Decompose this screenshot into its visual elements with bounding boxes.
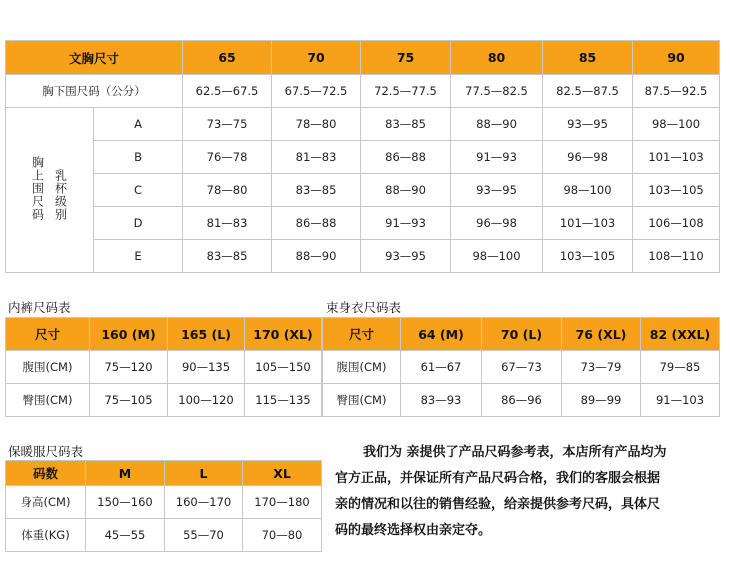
- thermal-size: M: [86, 461, 165, 486]
- underbust-cell: 82.5—87.5: [543, 75, 633, 108]
- size-cell: 150—160: [86, 486, 165, 519]
- thermal-header-label: 码数: [6, 461, 86, 486]
- size-cell: 67—73: [482, 351, 562, 384]
- size-cell: 89—99: [562, 384, 641, 417]
- shaper-row: [323, 384, 720, 417]
- bra-band-size: 80: [451, 41, 543, 75]
- shaper-size-table: [322, 317, 720, 417]
- size-cell: 160—170: [165, 486, 243, 519]
- bust-cell: 93—95: [361, 240, 451, 273]
- size-cell: 100—120: [168, 384, 245, 417]
- cup-row: [6, 240, 720, 273]
- bust-cell: 86—88: [361, 141, 451, 174]
- bust-cell: 98—100: [543, 174, 633, 207]
- size-cell: 79—85: [641, 351, 720, 384]
- note-line: 亲的情况和以往的销售经验，给亲提供参考尺码，具体尺: [335, 497, 661, 512]
- panties-header-label: 尺寸: [6, 318, 90, 351]
- bra-header-row: [6, 41, 720, 75]
- note-line: 码的最终选择权由亲定夺。: [335, 523, 492, 538]
- size-cell: 105—150: [245, 351, 322, 384]
- size-note: [335, 440, 720, 544]
- panties-size: 170 (XL): [245, 318, 322, 351]
- thermal-row: [6, 519, 322, 552]
- size-cell: 55—70: [165, 519, 243, 552]
- size-cell: 75—105: [90, 384, 168, 417]
- row-label: 臀围(CM): [323, 384, 401, 417]
- panties-caption: 内裤尺码表: [8, 300, 71, 315]
- row-label: 腹围(CM): [6, 351, 90, 384]
- size-cell: 70—80: [243, 519, 322, 552]
- panties-row: [6, 351, 322, 384]
- upper-bust-cup-label: [6, 108, 94, 273]
- thermal-size-table: [5, 460, 322, 552]
- shaper-size: 76 (XL): [562, 318, 641, 351]
- bust-cell: 108—110: [633, 240, 720, 273]
- bust-cell: 103—105: [543, 240, 633, 273]
- bust-cell: 106—108: [633, 207, 720, 240]
- row-label: 身高(CM): [6, 486, 86, 519]
- panties-size-table: [5, 317, 322, 417]
- row-label: 臀围(CM): [6, 384, 90, 417]
- bust-cell: 101—103: [633, 141, 720, 174]
- shaper-size: 70 (L): [482, 318, 562, 351]
- underbust-cell: 62.5—67.5: [183, 75, 272, 108]
- thermal-size: XL: [243, 461, 322, 486]
- size-cell: 115—135: [245, 384, 322, 417]
- bra-band-size: 75: [361, 41, 451, 75]
- bust-cell: 93—95: [451, 174, 543, 207]
- cup-row: [6, 141, 720, 174]
- size-cell: 75—120: [90, 351, 168, 384]
- row-label: 体重(KG): [6, 519, 86, 552]
- cup-row: [6, 108, 720, 141]
- panties-header-row: [6, 318, 322, 351]
- shaper-size: 64 (M): [401, 318, 482, 351]
- underbust-cell: 67.5—72.5: [272, 75, 361, 108]
- shaper-header-row: [323, 318, 720, 351]
- bust-cell: 91—93: [361, 207, 451, 240]
- bust-cell: 91—93: [451, 141, 543, 174]
- panties-size: 165 (L): [168, 318, 245, 351]
- bust-cell: 88—90: [451, 108, 543, 141]
- panties-row: [6, 384, 322, 417]
- shaper-row: [323, 351, 720, 384]
- bust-cell: 81—83: [272, 141, 361, 174]
- bust-cell: 83—85: [272, 174, 361, 207]
- bust-cell: 83—85: [361, 108, 451, 141]
- panties-size: 160 (M): [90, 318, 168, 351]
- size-cell: 83—93: [401, 384, 482, 417]
- bust-cell: 83—85: [183, 240, 272, 273]
- shaper-header-label: 尺寸: [323, 318, 401, 351]
- underbust-cell: 87.5—92.5: [633, 75, 720, 108]
- bra-size-table: [5, 40, 720, 273]
- size-cell: 91—103: [641, 384, 720, 417]
- bust-cell: 78—80: [272, 108, 361, 141]
- bust-cell: 96—98: [543, 141, 633, 174]
- thermal-caption: 保暖服尺码表: [8, 444, 84, 459]
- shaper-size: 82 (XXL): [641, 318, 720, 351]
- bust-cell: 101—103: [543, 207, 633, 240]
- bra-band-size: 65: [183, 41, 272, 75]
- size-cell: 170—180: [243, 486, 322, 519]
- underbust-cell: 77.5—82.5: [451, 75, 543, 108]
- underbust-cell: 72.5—77.5: [361, 75, 451, 108]
- bust-cell: 98—100: [633, 108, 720, 141]
- size-cell: 90—135: [168, 351, 245, 384]
- thermal-row: [6, 486, 322, 519]
- cup-level-label: 乳杯级别: [53, 169, 68, 221]
- size-cell: 73—79: [562, 351, 641, 384]
- size-cell: 61—67: [401, 351, 482, 384]
- size-cell: 86—96: [482, 384, 562, 417]
- bra-band-size: 85: [543, 41, 633, 75]
- cup-letter: A: [94, 108, 183, 141]
- bust-cell: 86—88: [272, 207, 361, 240]
- underbust-label: 胸下围尺码（公分）: [6, 75, 183, 108]
- thermal-header-row: [6, 461, 322, 486]
- cup-letter: B: [94, 141, 183, 174]
- bra-band-size: 70: [272, 41, 361, 75]
- cup-letter: E: [94, 240, 183, 273]
- bust-cell: 93—95: [543, 108, 633, 141]
- bust-cell: 78—80: [183, 174, 272, 207]
- thermal-size: L: [165, 461, 243, 486]
- size-cell: 45—55: [86, 519, 165, 552]
- cup-row: [6, 174, 720, 207]
- bra-band-size: 90: [633, 41, 720, 75]
- cup-row: [6, 207, 720, 240]
- underbust-row: [6, 75, 720, 108]
- bra-header-label: 文胸尺寸: [6, 41, 183, 75]
- bust-cell: 88—90: [272, 240, 361, 273]
- shaper-caption: 束身衣尺码表: [326, 300, 402, 315]
- row-label: 腹围(CM): [323, 351, 401, 384]
- cup-letter: C: [94, 174, 183, 207]
- bust-cell: 103—105: [633, 174, 720, 207]
- bust-cell: 88—90: [361, 174, 451, 207]
- bust-cell: 96—98: [451, 207, 543, 240]
- bust-cell: 73—75: [183, 108, 272, 141]
- note-line: 官方正品，并保证所有产品尺码合格，我们的客服会根据: [335, 471, 661, 486]
- cup-letter: D: [94, 207, 183, 240]
- note-line: 我们为 亲提供了产品尺码参考表，本店所有产品均为: [363, 445, 667, 460]
- bust-cell: 76—78: [183, 141, 272, 174]
- bust-cell: 98—100: [451, 240, 543, 273]
- upper-bust-label: 胸上围尺码: [30, 156, 45, 221]
- bust-cell: 81—83: [183, 207, 272, 240]
